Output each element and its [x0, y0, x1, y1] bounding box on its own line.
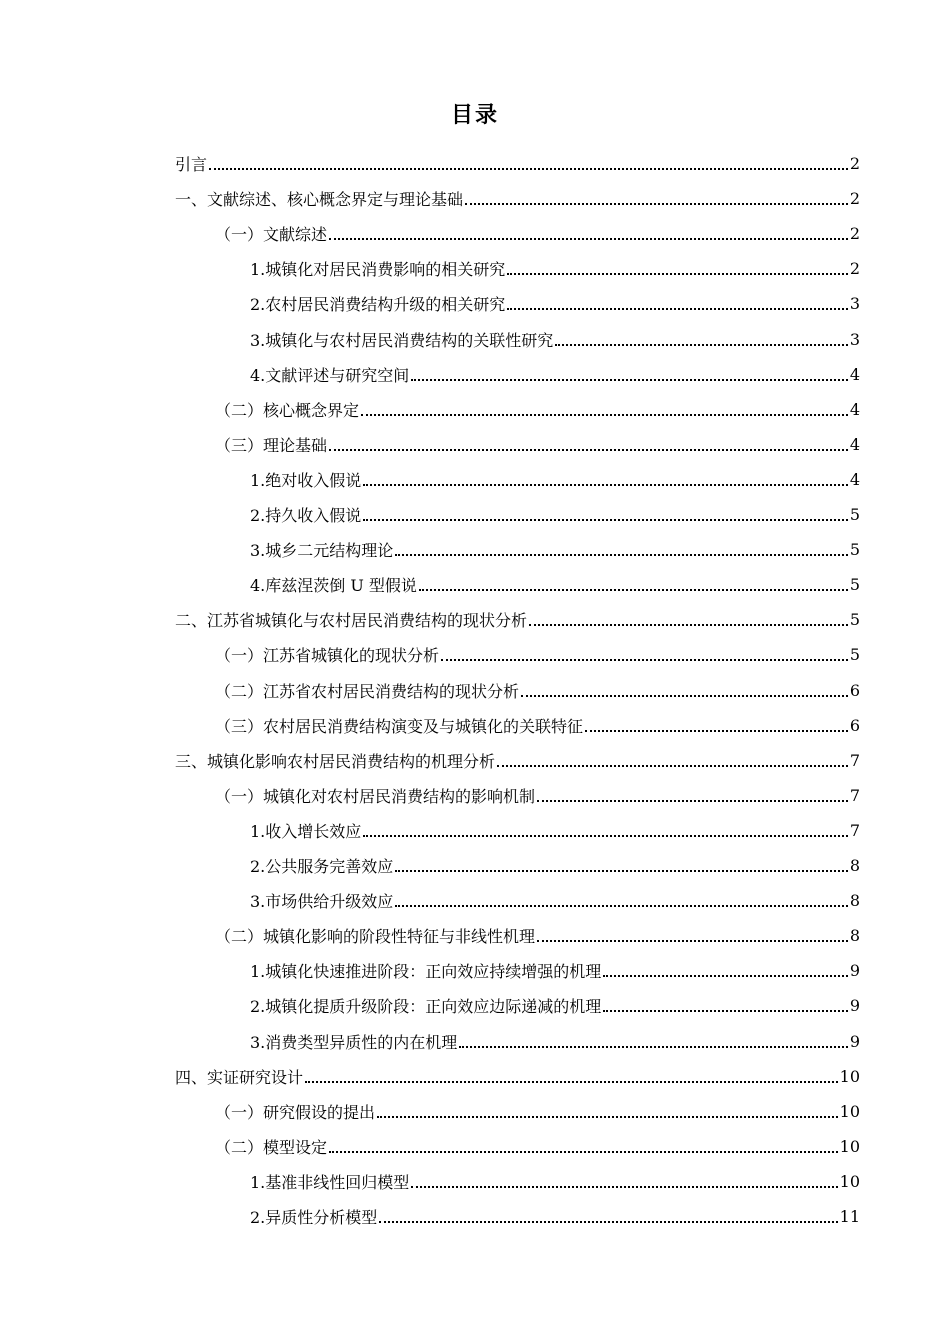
toc-page-number: 2 — [849, 189, 860, 209]
toc-entry-label: （二）城镇化影响的阶段性特征与非线性机理 — [215, 927, 536, 947]
toc-entry[interactable] — [250, 813, 860, 848]
toc-leader-dots — [585, 729, 848, 732]
toc-page-number: 6 — [849, 715, 860, 735]
toc-entry[interactable] — [175, 602, 860, 637]
toc-leader-dots — [377, 1115, 838, 1118]
toc-leader-dots — [459, 1045, 848, 1048]
toc-entry[interactable] — [215, 1129, 860, 1164]
toc-entry[interactable] — [215, 673, 860, 708]
toc-leader-dots — [465, 202, 848, 205]
toc-leader-dots — [395, 904, 848, 907]
toc-entry[interactable] — [250, 462, 860, 497]
toc-leader-dots — [411, 1185, 837, 1188]
toc-entry[interactable] — [250, 322, 860, 357]
toc-leader-dots — [497, 764, 848, 767]
toc-entry[interactable] — [250, 357, 860, 392]
toc-page-number: 10 — [839, 1171, 860, 1191]
toc-entry-label: （一）城镇化对农村居民消费结构的影响机制 — [215, 786, 536, 806]
toc-page-number: 8 — [849, 926, 860, 946]
toc-leader-dots — [209, 167, 848, 170]
toc-entry[interactable] — [250, 988, 860, 1023]
toc-entry[interactable] — [215, 918, 860, 953]
toc-entry-label: 二、江苏省城镇化与农村居民消费结构的现状分析 — [175, 611, 528, 631]
toc-leader-dots — [507, 307, 848, 310]
toc-entry[interactable] — [250, 497, 860, 532]
toc-page-number: 9 — [849, 1031, 860, 1051]
toc-entry-label: 引言 — [175, 155, 208, 174]
toc-leader-dots — [395, 553, 848, 556]
toc-entry-label: 1.收入增长效应 — [250, 821, 362, 841]
toc-page-number: 2 — [849, 154, 860, 173]
toc-entry[interactable] — [175, 743, 860, 778]
toc-page-number: 6 — [849, 680, 860, 700]
toc-leader-dots — [529, 623, 848, 626]
toc-page-number: 8 — [849, 856, 860, 875]
toc-page-number: 7 — [849, 820, 860, 840]
toc-entry-label: 一、文献综述、核心概念界定与理论基础 — [175, 190, 464, 210]
toc-entry[interactable] — [250, 953, 860, 988]
toc-entry-label: （一）江苏省城镇化的现状分析 — [215, 646, 440, 666]
toc-leader-dots — [363, 834, 848, 837]
toc-entry-label: 3.城镇化与农村居民消费结构的关联性研究 — [250, 330, 554, 350]
toc-leader-dots — [379, 1220, 837, 1223]
toc-entry-label: 4.库兹涅茨倒 U 型假说 — [250, 576, 417, 596]
toc-entry-label: 1.基准非线性回归模型 — [250, 1172, 410, 1192]
toc-entry-label: （二）模型设定 — [215, 1137, 328, 1157]
toc-entry[interactable] — [250, 1024, 860, 1059]
toc-entry-label: 四、实证研究设计 — [175, 1067, 304, 1087]
toc-entry[interactable] — [215, 1094, 860, 1129]
toc-leader-dots — [329, 237, 848, 240]
toc-leader-dots — [395, 869, 848, 872]
toc-entry-label: （三）理论基础 — [215, 435, 328, 455]
toc-leader-dots — [419, 588, 848, 591]
toc-page-number: 10 — [839, 1066, 860, 1086]
toc-page-number: 2 — [849, 224, 860, 244]
toc-entry-label: 3.城乡二元结构理论 — [250, 541, 394, 561]
toc-page-number: 10 — [839, 1101, 860, 1121]
toc-page-number: 9 — [849, 961, 860, 981]
toc-entry-label: 1.绝对收入假说 — [250, 470, 362, 490]
toc-entry-label: 三、城镇化影响农村居民消费结构的机理分析 — [175, 751, 496, 771]
toc-page-number: 10 — [839, 1136, 860, 1156]
toc-leader-dots — [555, 343, 848, 346]
toc-entry[interactable] — [250, 1199, 860, 1234]
toc-page-number: 7 — [849, 750, 860, 770]
toc-entry[interactable] — [175, 146, 860, 181]
toc-entry[interactable] — [175, 181, 860, 216]
toc-leader-dots — [305, 1080, 838, 1083]
toc-entry-label: 3.市场供给升级效应 — [250, 892, 394, 912]
toc-leader-dots — [411, 378, 848, 381]
toc-page-number: 2 — [849, 259, 860, 279]
toc-page-number: 4 — [849, 399, 860, 419]
toc-entry[interactable] — [215, 427, 860, 462]
toc-entry-label: （一）研究假设的提出 — [215, 1102, 376, 1122]
toc-entry-label: （一）文献综述 — [215, 225, 328, 245]
toc-entry[interactable] — [250, 251, 860, 286]
toc-page-number: 5 — [849, 505, 860, 524]
toc-entry-label: 2.农村居民消费结构升级的相关研究 — [250, 295, 506, 315]
toc-leader-dots — [521, 694, 848, 697]
toc-leader-dots — [603, 974, 848, 977]
toc-entry[interactable] — [250, 567, 860, 602]
toc-entry[interactable] — [215, 778, 860, 813]
toc-page-number: 8 — [849, 891, 860, 911]
toc-entry-label: （二）核心概念界定 — [215, 400, 360, 420]
toc-leader-dots — [363, 483, 848, 486]
toc-leader-dots — [329, 1150, 838, 1153]
toc-entry[interactable] — [250, 286, 860, 321]
page-title: 目录 — [450, 102, 499, 128]
toc-entry[interactable] — [175, 1059, 860, 1094]
toc-entry[interactable] — [250, 848, 860, 883]
toc-leader-dots — [537, 939, 848, 942]
toc-leader-dots — [441, 658, 848, 661]
toc-page-number: 4 — [849, 434, 860, 454]
toc-page-number: 4 — [849, 364, 860, 384]
toc-page-number: 3 — [849, 329, 860, 349]
toc-leader-dots — [537, 799, 848, 802]
toc-leader-dots — [363, 518, 848, 521]
toc-page-number: 5 — [849, 540, 860, 560]
toc-entry-label: 4.文献评述与研究空间 — [250, 365, 410, 385]
toc-entry-label: 2.持久收入假说 — [250, 506, 362, 525]
toc-leader-dots — [361, 413, 848, 416]
toc-page-number: 5 — [849, 645, 860, 665]
toc-entry[interactable] — [215, 708, 860, 743]
toc-entry-label: 2.异质性分析模型 — [250, 1208, 378, 1227]
toc-entry-label: 3.消费类型异质性的内在机理 — [250, 1032, 458, 1052]
toc-entry[interactable] — [215, 637, 860, 672]
toc-leader-dots — [603, 1009, 848, 1012]
toc-entry-label: 2.公共服务完善效应 — [250, 857, 394, 876]
toc-leader-dots — [329, 448, 848, 451]
toc-page-number: 9 — [849, 996, 860, 1016]
toc-entry[interactable] — [250, 532, 860, 567]
toc-page-number: 4 — [849, 469, 860, 489]
toc-entry-label: （二）江苏省农村居民消费结构的现状分析 — [215, 681, 520, 701]
toc-entry-label: 2.城镇化提质升级阶段：正向效应边际递减的机理 — [250, 997, 602, 1017]
toc-page-number: 5 — [849, 610, 860, 630]
toc-entry[interactable] — [215, 216, 860, 251]
toc-page-number: 5 — [849, 575, 860, 595]
toc-page-number: 11 — [839, 1207, 860, 1226]
toc-page-number: 7 — [849, 785, 860, 805]
toc-entry[interactable] — [215, 392, 860, 427]
toc-entry-label: （三）农村居民消费结构演变及与城镇化的关联特征 — [215, 716, 584, 736]
toc-entry[interactable] — [250, 883, 860, 918]
toc-entry[interactable] — [250, 1164, 860, 1199]
toc-entry-label: 1.城镇化对居民消费影响的相关研究 — [250, 260, 506, 280]
toc-page-number: 3 — [849, 294, 860, 314]
toc-entry-label: 1.城镇化快速推进阶段：正向效应持续增强的机理 — [250, 962, 602, 982]
toc-leader-dots — [507, 272, 848, 275]
